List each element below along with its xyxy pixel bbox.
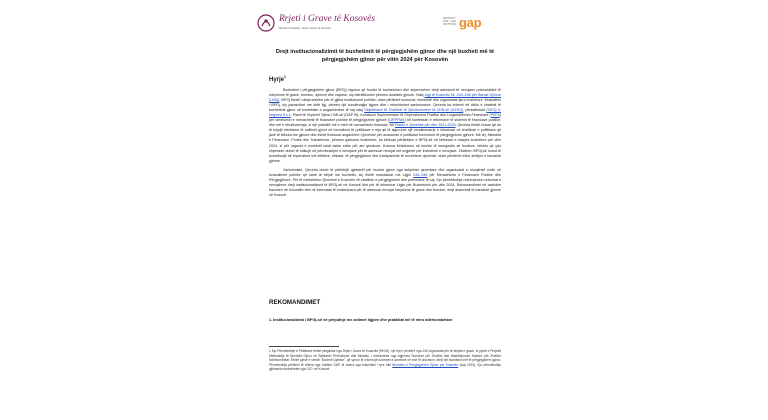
paragraph-text: për Menaxhimin e Financave Publike dhe Përgjegjësive. Për të mbështetur Qeverinë e Kosovës në zbatimin e përgjegjshme dhe potencave të saj. Kjo përmbledhje rekomandon reformat e nevojshme drejt institucionalizimit të BPGj-së në Kosovë dhe për të informuar Ligjin për Buxhetimin për vitin 2024. Rekomandimet në vazhdim bazohen në hulumtim dhe në informata të evidentuara për të adresuar nevojat ndryshme të grave dhe burrave, drejt avancimit të barazisë gjinore në Kosovë. bbox=[269, 172, 502, 197]
paragraph-link[interactable]: PEFA bbox=[490, 113, 500, 118]
footnote bbox=[269, 349, 501, 372]
paragraph-text: , BPGj është i detyrueshëm për të gjitha institucionet publike, duke përfshirë komunat, ministritë dhe organizatat tjera buxhetore. Mosbatimi i BPGj, siç parashihet me këtë ligj, përbën një kundërvajtje ligjore dhe i nënshtrohet sanksioneve. Qeveria ka kriteret në ciklin e zbatimit të buxhetimit gjinor në kontekstin e angazhimeve të saj ndaj bbox=[269, 98, 501, 113]
paragraph-link[interactable]: Ligji të Kosovës Nr. 03/L-048 për Barazi Gjinore (LBGj) bbox=[269, 93, 501, 103]
kwn-tagline: Women's Network · Rrjeti i Grave të Kosovës bbox=[279, 27, 331, 30]
intro-footnote-mark: 1 bbox=[284, 75, 286, 79]
kwn-logo-text: Rrjeti i Grave të Kosovës bbox=[279, 14, 376, 24]
intro-heading bbox=[269, 75, 286, 83]
paragraph-text: Vazhdimisht, Qeveria duhet të përfshijë qytetarët për buxhet gjinor nga subjektet qeveritare dhe organizatat e shoqërisë civile në konsultimet publike që kanë të bëjnë me buxhetin, siç është mandatuar me Ligjin bbox=[269, 167, 501, 177]
paragraph-link[interactable]: Objektivave të Zhvillimit të Qëndrueshëm të OKB-së (OZHQ) bbox=[364, 108, 464, 113]
document-page bbox=[253, 6, 515, 414]
intro-paragraph-2 bbox=[269, 168, 501, 198]
paragraph-text: , përkatësisht bbox=[463, 108, 487, 113]
intro-paragraph-1 bbox=[269, 88, 501, 164]
paragraph-text: ; Planit të Veprimit Gjinor i BE-së (GAP III); Komisioni Suplementare të Shpenzimeve Publike dhe Llogaridhënies Financiare ( bbox=[290, 113, 491, 118]
paragraph-text: ) në kontekstin e reformave të sistemit të financave publike; dhe më e rëndësishmja, si një praktikë më e mirë në menaxhimin financiar. Në bbox=[269, 118, 501, 128]
kwn-emblem-icon bbox=[257, 14, 275, 32]
paragraph-link[interactable]: GRPFMA bbox=[389, 118, 405, 123]
document-title: Drejt institucionalizimit të buxhetimit të përgjegjshëm gjinor dhe një buxheti më të përgjegjshëm gjinor për vitin 2024 për Kosovën bbox=[275, 49, 495, 63]
paragraph-text: , Qeveria është zotuar që do të krijojë vlerësime të ndikimit gjinor në formulimin të politikave e reja që të sigurohet një vendimmarrje e informuar në zhvillimin e politikave që janë të lidhura me gjinore dhe është theksuar angazhimi i Qeverisë për avancimin e politikave buxhetore të përgjegjshme gjinore. Më tej, Ministria e Financave, Punës dhe Transfereve, përmes qarkores buxhetore, ka kërkuar përfshirjen e BPGj-së në kërkesat e ndarjes buxhetore për vitin 2024, si për organet e pushtetit lokal ashtu edhe për ato qendrore. Kosova funksionon në kushte të mungesës së fondeve, kështu që çdo shpenzim duhet të ndikojë në përmbushjen e nevojave për të adresuar nevojat më urgjente për investime e nevojave. Zbatimi i BPGj-së mund të kontribuojë në shpenzime më efektive, efikase, të përgjegjshme dhe transparente të buxhetevе qeverisë, duke përfshirë edhe amitjen e barazisë gjinore. bbox=[269, 123, 501, 163]
paragraph-text: Buxhetimi i përgjegjshëm gjinor (BPGj) siguron që fondet të buxhetohen dhe shpenzohen drejt adresimit të nevojave potencialisht të ndryshme të grave, burrave, djemve dhe vajzave, siç identifikohen përmes analizës gjinore. Ndaj bbox=[269, 88, 501, 98]
intro-heading-text: Hyrje bbox=[269, 77, 285, 83]
footnote-text: 1 Kjo Përmbledhje e Politikave është përgatitur nga Rrjeti i Grave të Kosovës (RrGK), një rrjet i përbërë nga 140 organizata për të drejtat e grave, si pjesë e Projekti Mbështetje të Buxhetit Gjinor në Ballkanin Perëndimor dhe Moldavi, i mbështetur nga Agjencia Suedeze për Zhvillim dhe Bashkëpunim Suedez për Zhvillim Ndërkombëtar. Është pjesë e serisë "Buxheti Qytetar", që synon të informojë buxhetet e qeverisë në enë të procesve, drejt një buxhetimi më të përgjegjshëm gjinor. Përmbledhja përfshin të dhëna nga Instituti GAP, të marra nga hulumtimi i tyre mbi bbox=[269, 349, 501, 367]
gap-logo-text: gap bbox=[459, 15, 482, 30]
gap-logo bbox=[443, 14, 511, 34]
paragraph-text: ) për vlerësimin e menaxhimit të financave publike të përgjegjshme gjinore ( bbox=[269, 113, 501, 123]
footnote-text: (maj 2023). Kjo përmbledhje gjithashtu mbështetet nga GIZ i në Kosovë. bbox=[269, 362, 502, 371]
letterhead bbox=[257, 12, 511, 36]
footnote-divider bbox=[269, 346, 339, 347]
paragraph-link[interactable]: 03/L-048 bbox=[413, 172, 428, 177]
recommendation-1: 1. Institucionalizimi i BPGj-së në përputhje me zotimet ligjore dhe praktikat më të mira ndërkombëtare bbox=[269, 318, 453, 322]
recommendations-heading: REKOMANDIMET bbox=[269, 299, 321, 306]
gap-institute-label: INSTITUTI GAP · GAP INSTITUTE bbox=[443, 17, 457, 26]
paragraph-link[interactable]: OZHQ 5, treguesi 5.c.1 bbox=[269, 108, 501, 118]
footnote-link[interactable]: Buxhetin e Përgjegjshëm Gjinor për Kosovën bbox=[392, 362, 459, 367]
intro-body bbox=[269, 88, 501, 202]
paragraph-link[interactable]: Planin e Qeverisë për vitin 2021-2025 bbox=[395, 123, 456, 128]
kwn-logo bbox=[257, 12, 427, 36]
